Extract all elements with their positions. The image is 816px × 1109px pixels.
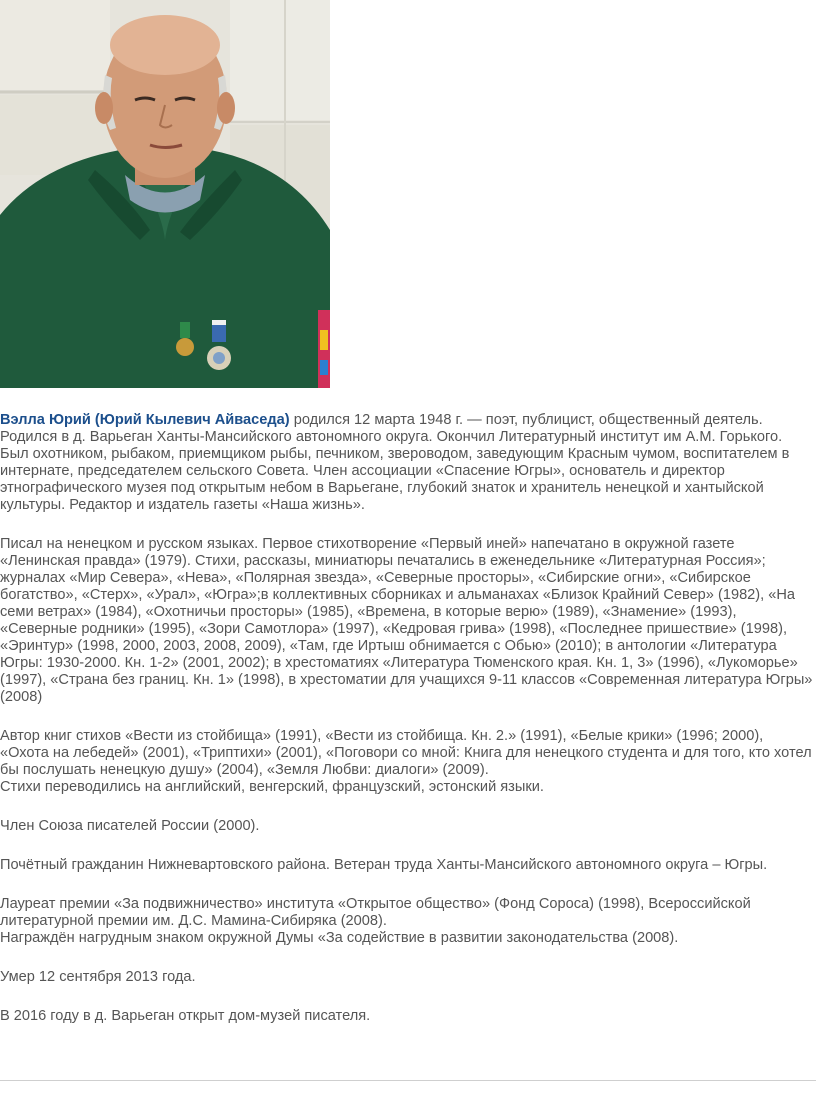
bio-publications-paragraph: Писал на ненецком и русском языках. Первое стихотворение «Первый иней» напечатано в окружной газете «Ленинская правда» (1979). Стихи, рассказы, миниатюры печатались в еженедельнике «Литературная Россия»; журналах «Мир Севера», «Нева», «Полярная звезда», «Северные просторы», «Сибирские огни», «Сибирское богатство», «Стерх», «Урал», «Югра»;в коллективных сборниках и альманахах «Близок Крайний Север» (1982), «На семи ветрах» (1984), «Охотничьи просторы» (1985), «Времена, в которые верю» (1989), «Знамение» (1993), «Северные родники» (1995), «Зори Самотлора» (1997), «Кедровая грива» (1998), «Последнее пришествие» (1998), «Эринтур» (1998, 2000, 2003, 2008, 2009), «Там, где Иртыш обнимается с Обью» (2010); в антологии «Литература Югры: 1930-2000. Кн. 1-2» (2001, 2002); в хрестоматиях «Литература Тюменского края. Кн. 1, 3» (1996), «Лукоморье» (1997), «Страна без границ. Кн. 1» (1998), в хрестоматии для учащихся 9-11 классов «Современная литература Югры» (2008) — [0, 536, 813, 705]
bottom-divider — [0, 1080, 816, 1081]
bio-intro-text: родился 12 марта 1948 г. — поэт, публицист, общественный деятель. Родился в д. Варьеган Ханты-Мансийского автономного округа. Окончил Литературный институт им А.М. Горького. Был охотником, рыбаком, приемщиком рыбы, печником, звероводом, заведующим Красным чумом, воспитателем в интернате, председателем сельского Совета. Член ассоциации «Спасение Югры», основатель и директор этнографического музея под открытым небом в Варьегане, глубокий знаток и хранитель ненецкой и хантыйской культуры. Редактор и издатель газеты «Наша жизнь». — [0, 412, 790, 513]
bio-union-membership: Член Союза писателей России (2000). — [0, 818, 260, 834]
portrait-photo-icon — [0, 0, 330, 388]
author-portrait — [0, 0, 330, 388]
bio-books-paragraph: Автор книг стихов «Вести из стойбища» (1991), «Вести из стойбища. Кн. 2.» (1991), «Белые крики» (1996; 2000), «Охота на лебедей» (2001), «Триптихи» (2001), «Поговори со мной: Книга для ненецкого студента и для того, кто хотел бы послушать ненецкую душу» (2004), «Земля Любви: диалоги» (2009). — [0, 728, 812, 778]
bio-awards-paragraph: Лауреат премии «За подвижничество» института «Открытое общество» (Фонд Сороса) (1998), Всероссийской литературной премии им. Д.С. Мамина-Сибиряка (2008). — [0, 896, 751, 929]
bio-death-date: Умер 12 сентября 2013 года. — [0, 969, 196, 985]
bio-honorary-citizen: Почётный гражданин Нижневартовского района. Ветеран труда Ханты-Мансийского автономного округа – Югры. — [0, 857, 768, 873]
bio-intro-paragraph — [0, 412, 814, 514]
bio-duma-award-line: Награждён нагрудным знаком окружной Думы «За содействие в развитии законодательства (2008). — [0, 930, 679, 946]
bio-museum-opening: В 2016 году в д. Варьеган открыт дом-музей писателя. — [0, 1008, 371, 1024]
author-name: Вэлла Юрий (Юрий Кылевич Айваседа) — [0, 412, 290, 428]
bio-translations-line: Стихи переводились на английский, венгерский, французский, эстонский языки. — [0, 779, 544, 795]
biography — [0, 412, 814, 1025]
